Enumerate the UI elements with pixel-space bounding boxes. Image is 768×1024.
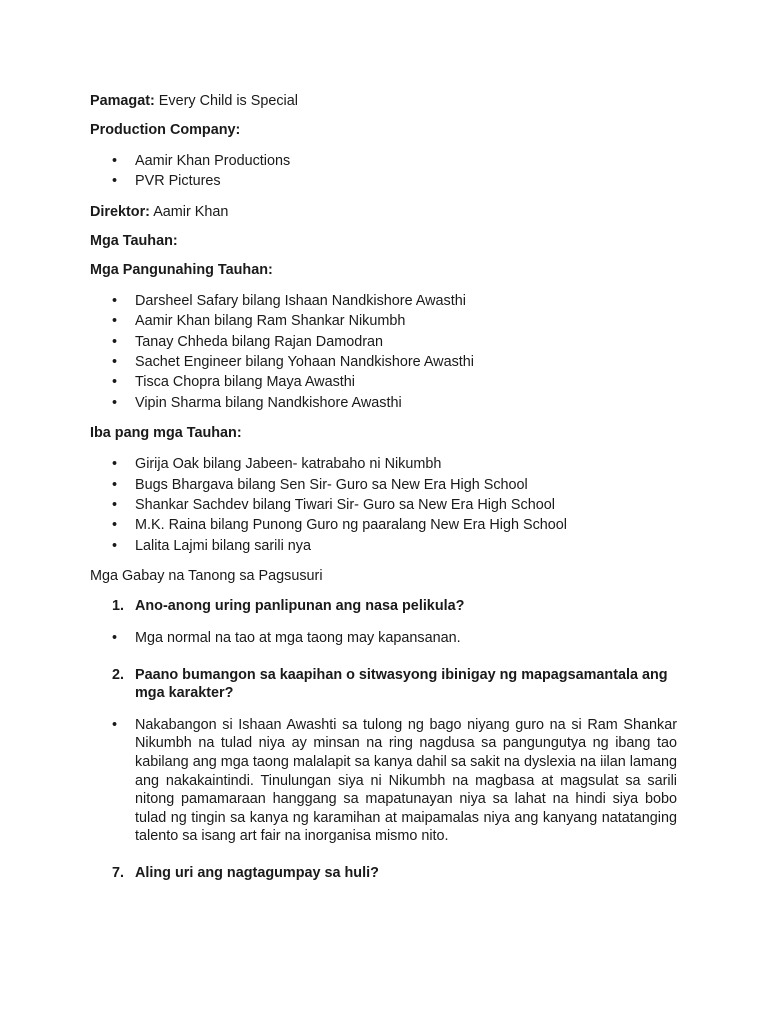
list-item: • Darsheel Safary bilang Ishaan Nandkishore Awasthi [90,291,677,311]
director-line [90,204,677,221]
list-item: • Tanay Chheda bilang Rajan Damodran [90,332,677,352]
list-item: • Aamir Khan Productions [90,151,677,171]
question-number: 2. [112,666,125,683]
question-1 [90,597,677,615]
title-line [90,93,677,110]
list-item: • Bugs Bhargava bilang Sen Sir- Guro sa New Era High School [90,475,677,495]
list-item: • M.K. Raina bilang Punong Guro ng paaralang New Era High School [90,515,677,535]
question-number: 7. [112,865,125,882]
list-item: • Lalita Lajmi bilang sarili nya [90,536,677,556]
main-cast-list [90,291,677,413]
list-item: • Aamir Khan bilang Ram Shankar Nikumbh [90,311,677,331]
list-item: • PVR Pictures [90,171,677,191]
question-text: Paano bumangon sa kaapihan o sitwasyong ibinigay ng mapagsamantala ang mga karakter? [135,666,668,701]
production-list [90,151,677,192]
question-2 [90,666,677,702]
list-item: • Tisca Chopra bilang Maya Awasthi [90,372,677,392]
main-cast-heading: Mga Pangunahing Tauhan: [90,261,273,278]
answer-2: • Nakabangon si Ishaan Awashti sa tulong ng bago niyang guro na si Ram Shankar Nikumbh na tulad niya ay minsan na ring nagdusa sa pangungutya ng ibang tao kabilang ang mga taong malalapit sa kanya dahil sa sakit na dyslexia na iilan lamang ang nakakaintindi. Tinulungan siya ni Nikumbh na magbasa at magsulat sa sarili nitong pamamaraan hanggang sa mapatunayan niya sa lahat na hindi siya bobo tulad ng tingin sa kanya ng karamihan at maipamalas niya ang kanyang natatanging talento sa isang art fair na inorganisa mismo nito. [90,716,677,846]
title-label: Pamagat: [90,93,155,109]
question-7 [90,864,677,882]
production-heading: Production Company: [90,122,241,138]
list-item: • Shankar Sachdev bilang Tiwari Sir- Guro sa New Era High School [90,495,677,515]
question-text: Ano-anong uring panlipunan ang nasa pelikula? [135,598,465,615]
answer-1: • Mga normal na tao at mga taong may kapansanan. [90,629,677,648]
question-text: Aling uri ang nagtagumpay sa huli? [135,865,379,882]
director-value: Aamir Khan [153,203,229,220]
question-number: 1. [112,598,125,615]
list-item: • Vipin Sharma bilang Nandkishore Awasthi [90,393,677,413]
guide-heading: Mga Gabay na Tanong sa Pagsusuri [90,568,323,585]
document-body [90,93,677,896]
director-label: Direktor: [90,203,150,220]
title-value: Every Child is Special [158,93,298,109]
other-cast-heading: Iba pang mga Tauhan: [90,425,242,442]
list-item: • Girija Oak bilang Jabeen- katrabaho ni Nikumbh [90,454,677,474]
other-cast-list [90,454,677,556]
cast-heading: Mga Tauhan: [90,232,178,249]
list-item: • Sachet Engineer bilang Yohaan Nandkishore Awasthi [90,352,677,372]
